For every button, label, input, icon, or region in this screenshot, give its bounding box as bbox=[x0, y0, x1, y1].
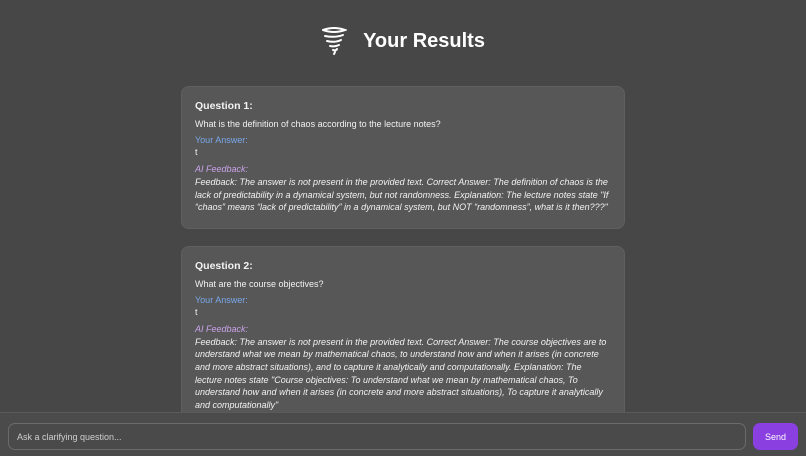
results-list bbox=[181, 86, 625, 443]
question-title: Question 2: bbox=[195, 259, 253, 272]
question-title: Question 1: bbox=[195, 100, 253, 112]
user-answer: t bbox=[195, 306, 198, 317]
tornado-icon bbox=[321, 26, 347, 56]
page-header bbox=[0, 26, 806, 56]
ai-feedback: Feedback: The answer is not present in the provided text. Correct Answer: The course objectives are to understand what we mean by mathematical chaos, to understand how and when it arises (in concrete and more abstract situations), and to capture it analytically and computationally. Explanation: The lecture notes state "Course objectives: To understand what we mean by mathematical chaos, To understand how and when it arises (in concrete and more abstract situations), To capture it analytically and computationally" bbox=[195, 336, 607, 410]
question-text: What are the course objectives? bbox=[195, 278, 324, 289]
ai-feedback: Feedback: The answer is not present in the provided text. Correct Answer: The definition of chaos is the lack of predictability in a dynamical system, but not randomness. Explanation: The lecture notes state "If “chaos” means “lack of predictability” in a dynamical system, but NOT “randomness”, what is it then???" bbox=[195, 177, 609, 213]
feedback-label: AI Feedback: bbox=[195, 323, 249, 334]
send-button[interactable]: Send bbox=[753, 423, 798, 450]
user-answer: t bbox=[195, 147, 198, 157]
question-card bbox=[181, 246, 625, 427]
question-card bbox=[181, 86, 625, 229]
chat-footer bbox=[0, 412, 806, 456]
answer-label: Your Answer: bbox=[195, 135, 248, 145]
question-text: What is the definition of chaos according to the lecture notes? bbox=[195, 119, 441, 129]
page-title: Your Results bbox=[363, 29, 485, 52]
feedback-label: AI Feedback: bbox=[195, 164, 249, 174]
answer-label: Your Answer: bbox=[195, 294, 248, 305]
clarifying-question-input[interactable] bbox=[8, 423, 746, 450]
